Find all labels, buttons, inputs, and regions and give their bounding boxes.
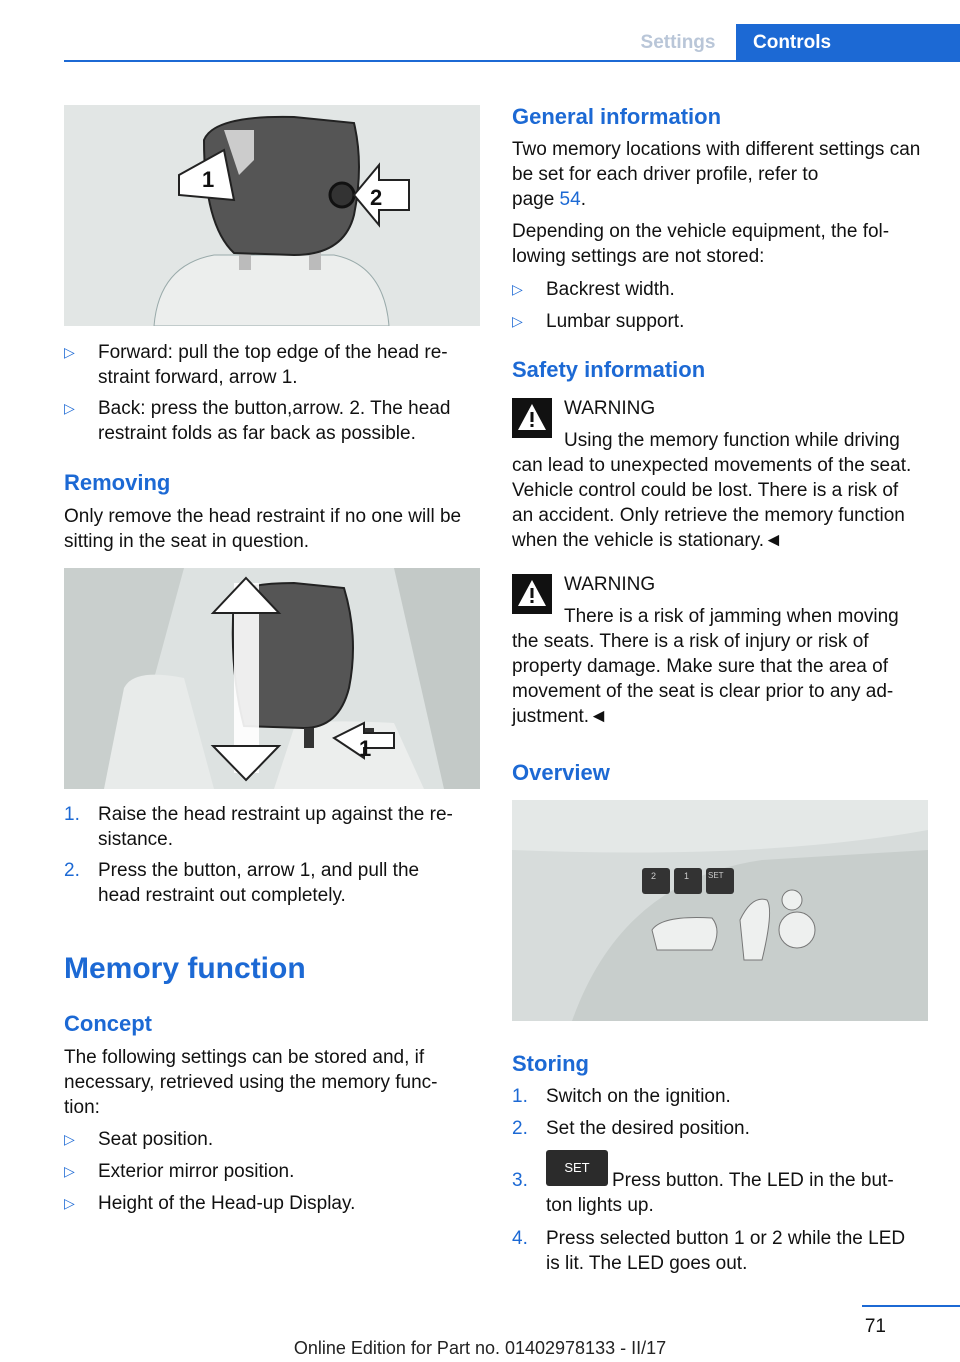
bullet-arrow-icon: ▷: [64, 400, 75, 416]
set-button-icon: SET: [546, 1150, 608, 1186]
general-info-text: Two memory locations with different settings can be set for each driver profile, refer to page 54.: [512, 139, 921, 210]
seat-controls-figure: [512, 800, 928, 1021]
bullet-arrow-icon: ▷: [512, 313, 523, 329]
seat-button-2: 2: [651, 871, 657, 881]
memory-function-heading: Memory function: [64, 952, 306, 985]
concept-heading: Concept: [64, 1011, 152, 1036]
overview-heading: Overview: [512, 760, 610, 785]
tab-settings[interactable]: Settings: [640, 32, 716, 53]
page-number: 71: [864, 1316, 886, 1337]
tab-controls[interactable]: Controls: [736, 24, 960, 60]
page-link[interactable]: 54: [559, 189, 581, 210]
headrest-adjust-figure: [64, 105, 480, 326]
warning-text: There is a risk of jamming when moving the seats. There is a risk of injury or risk of property damage. Make sure that the area of movement of the seat is clear prior to any ad- justment.◄: [512, 606, 899, 727]
footer-edition: Online Edition for Part no. 01402978133 - II/17: [293, 1338, 667, 1358]
headrest-remove-figure: [64, 568, 480, 789]
fig2-label-1: 1: [359, 736, 372, 761]
bullet-arrow-icon: ▷: [64, 1131, 75, 1147]
general-info-heading: General information: [512, 104, 722, 129]
removing-text: Only remove the head restraint if no one will be sitting in the seat in question.: [64, 506, 462, 552]
footer-rule: [862, 1305, 960, 1307]
warning-label: WARNING: [564, 574, 656, 595]
concept-text: The following settings can be stored and, if necessary, retrieved using the memory func- tion:: [64, 1047, 438, 1118]
page-header: [0, 24, 960, 62]
bullet-arrow-icon: ▷: [64, 1163, 75, 1179]
safety-info-heading: Safety information: [512, 357, 706, 382]
bullet-arrow-icon: ▷: [512, 281, 523, 297]
fig1-label-1: 1: [202, 167, 215, 192]
bullet-arrow-icon: ▷: [64, 1195, 75, 1211]
seat-button-set: SET: [708, 871, 724, 880]
header-rule: [64, 60, 960, 62]
warning-text: Using the memory function while driving can lead to unexpected movements of the seat. Vehicle control could be lost. There is a risk of an accident. Only retrieve the memory function when the vehicle is stationary.◄: [512, 430, 912, 551]
fig1-label-2: 2: [370, 185, 383, 210]
general-info-text-2: Depending on the vehicle equipment, the fol- lowing settings are not stored:: [512, 221, 890, 267]
storing-heading: Storing: [512, 1051, 589, 1076]
warning-label: WARNING: [564, 398, 656, 419]
removing-heading: Removing: [64, 470, 171, 495]
bullet-arrow-icon: ▷: [64, 344, 75, 360]
seat-button-1: 1: [684, 871, 690, 881]
